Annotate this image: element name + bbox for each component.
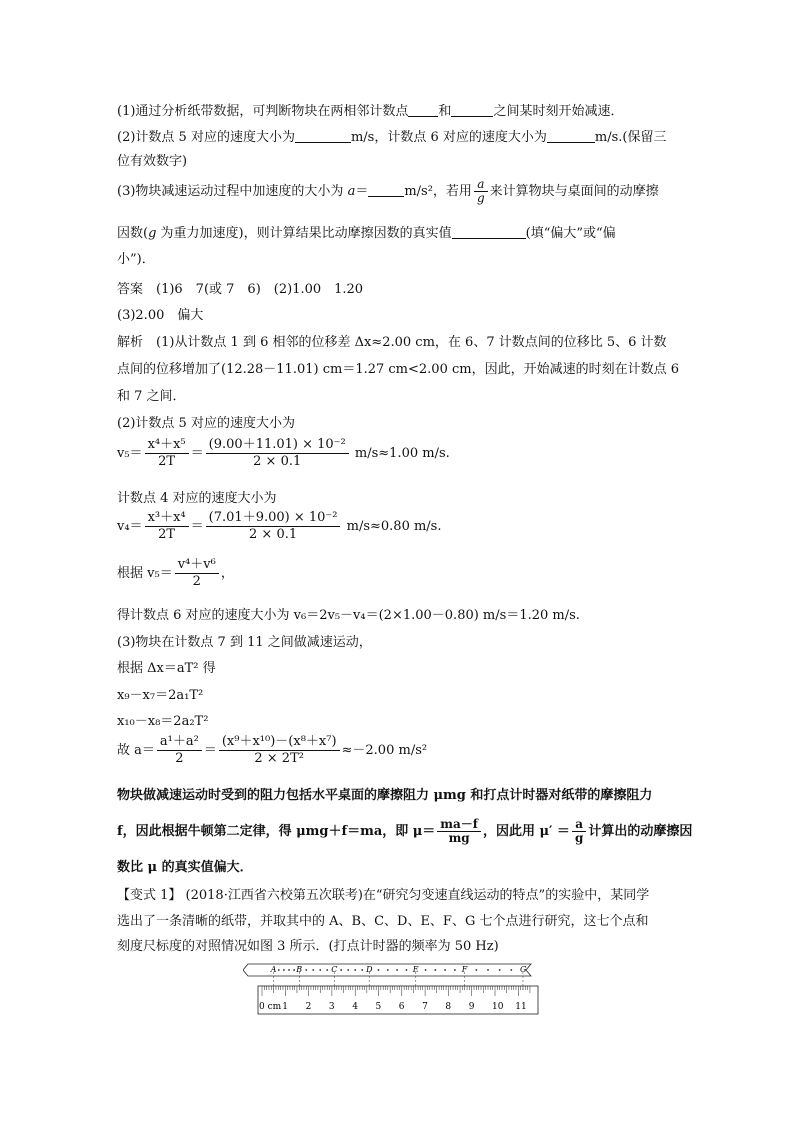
analysis-line-1: 解析 (1)从计数点 1 到 6 相邻的位移差 Δx≈2.00 cm，在 6、7 计数点间的位移比 5、6 计数 [117, 335, 667, 350]
point-label: F [461, 965, 468, 974]
tape-dot [326, 969, 328, 971]
point-label: C [331, 965, 338, 974]
question-3-cont2: 小”)． [117, 252, 155, 267]
point-label: D [366, 965, 373, 974]
blank-1 [408, 102, 438, 117]
tape-dot [283, 969, 285, 971]
tape-dot [434, 969, 436, 971]
blank-4 [547, 128, 595, 143]
analysis-line-7: (3)物块在计数点 7 到 11 之间做减速运动， [117, 635, 372, 650]
tape-dot [354, 969, 356, 971]
scale-label: 0 cm [259, 1002, 282, 1012]
variant-line-3: 刻度尺标度的对照情况如图 3 所示．(打点计时器的频率为 50 Hz) [117, 939, 499, 954]
scale-label: 8 [445, 1002, 452, 1012]
tape-dot [425, 969, 427, 971]
analysis-line-13: 数比 μ 的真实值偏大． [117, 860, 253, 875]
point-label: G [519, 965, 527, 974]
answer-line-1: 答案 (1)6 7(或 7 6) (2)1.00 1.20 [117, 282, 364, 297]
tape-dot [288, 969, 290, 971]
tape-dot [340, 969, 342, 971]
tape-dot [499, 969, 501, 971]
v5-general-equation: 根据 v₅＝ $\frac{\text{v⁴＋v⁶}}{2}$ ， [117, 557, 234, 589]
blank-5 [368, 182, 404, 197]
scale-label: 6 [398, 1002, 405, 1012]
tape-dot [347, 969, 349, 971]
analysis-line-3: 和 7 之间． [117, 389, 186, 404]
tape-dot [305, 969, 307, 971]
tape-dot [454, 969, 456, 971]
scale-label: 4 [352, 1002, 358, 1012]
scale-label: 3 [328, 1002, 335, 1012]
tape-dot [487, 969, 489, 971]
question-1: (1)通过分析纸带数据，可判断物块在两相邻计数点 和 之间某时刻开始减速． [117, 104, 624, 119]
question-2-cont: 位有效数字) [117, 154, 188, 169]
a-over-g-fraction: $\frac{a}{g}$ [474, 178, 488, 205]
variant-line-1: 【变式 1】 (2018·江西省六校第五次联考)在“研究匀变速直线运动的特点”的实验中，某同学 [117, 888, 650, 903]
tape-dot [278, 969, 280, 971]
scale-label: 11 [515, 1002, 527, 1012]
tape-dot [444, 969, 446, 971]
analysis-line-4: (2)计数点 5 对应的速度大小为 [117, 416, 295, 431]
tape-dot [475, 969, 477, 971]
scale-label: 10 [492, 1002, 504, 1012]
scale-label: 2 [305, 1002, 312, 1012]
analysis-line-8: 根据 Δx＝aT² 得 [117, 661, 216, 676]
analysis-line-12: f，因此根据牛顿第二定律，得 μmg＋f＝ma，即 μ＝ $\frac{ma-f}{mg}$ ，因此用 μ′ ＝ $\frac{a}{g}$ 计算出的动摩擦因 [117, 817, 693, 845]
scale-label: 5 [375, 1002, 382, 1012]
point-label: E [412, 965, 419, 974]
tape-dot [378, 969, 380, 971]
scale-label: 1 [282, 1002, 289, 1012]
answer-line-2: (3)2.00 偏大 [117, 308, 204, 323]
scale-label: 9 [468, 1002, 475, 1012]
blank-2 [451, 102, 493, 117]
question-2: (2)计数点 5 对应的速度大小为 m/s，计数点 6 对应的速度大小为 m/s.(保留三 [117, 130, 667, 145]
analysis-line-2: 点间的位移增加了(12.28－11.01) cm＝1.27 cm<2.00 cm，因此，开始减速的时刻在计数点 6 [117, 362, 679, 377]
tape-dot [406, 969, 408, 971]
point-label: A [270, 965, 277, 974]
point-label: B [296, 965, 303, 974]
tape-ruler-figure [243, 962, 543, 1017]
acceleration-equation: 故 a＝ $\frac{\text{a¹＋a²}}{2}$ ＝ $\frac{\text{(x⁹＋x¹⁰)－(x⁸＋x⁷)}}{\text{2 × 2T²}}$ ≈－2.00 m/s² [117, 734, 428, 766]
blank-3 [295, 128, 351, 143]
analysis-line-9: x₉－x₇＝2a₁T² [117, 688, 204, 703]
analysis-line-10: x₁₀－x₈＝2a₂T² [117, 714, 209, 729]
tape-dot [510, 969, 512, 971]
question-3: (3)物块减速运动过程中加速度的大小为 a＝ m/s²，若用 $\frac{a}{g}$ 来计算物块与桌面间的动摩擦 [117, 177, 659, 205]
analysis-line-5: 计数点 4 对应的速度大小为 [117, 491, 277, 506]
v4-equation: v₄＝ $\frac{\text{x³＋x⁴}}{2T}$ ＝ $\frac{\text{(7.01＋9.00) × 10⁻²}}{2 \times 0.1}$ m/s≈0.80 m/s. [117, 510, 442, 542]
tape-dot [312, 969, 314, 971]
analysis-line-6: 得计数点 6 对应的速度大小为 v₆＝2v₅－v₄＝(2×1.00－0.80) m/s＝1.20 m/s. [117, 608, 580, 623]
variant-line-2: 选出了一条清晰的纸带，并取其中的 A、B、C、D、E、F、G 七个点进行研究，这七个点和 [117, 914, 649, 929]
scale-label: 7 [422, 1002, 428, 1012]
tape-dot [319, 969, 321, 971]
blank-6 [452, 224, 526, 239]
tape-dot [293, 969, 295, 971]
tape-dot [387, 969, 389, 971]
tape-dot [361, 969, 363, 971]
tape-dot [396, 969, 398, 971]
analysis-line-11: 物块做减速运动时受到的阻力包括水平桌面的摩擦阻力 μmg 和打点计时器对纸带的摩擦阻力 [117, 788, 653, 803]
question-3-cont: 因数(g 为重力加速度)，则计算结果比动摩擦因数的真实值 (填“偏大”或“偏 [117, 226, 616, 241]
v5-equation: v₅＝ $\frac{\text{x⁴＋x⁵}}{2T}$ ＝ $\frac{\text{(9.00＋11.01) × 10⁻²}}{2 \times 0.1}$ m/s≈1.00 m/s. [117, 437, 450, 469]
